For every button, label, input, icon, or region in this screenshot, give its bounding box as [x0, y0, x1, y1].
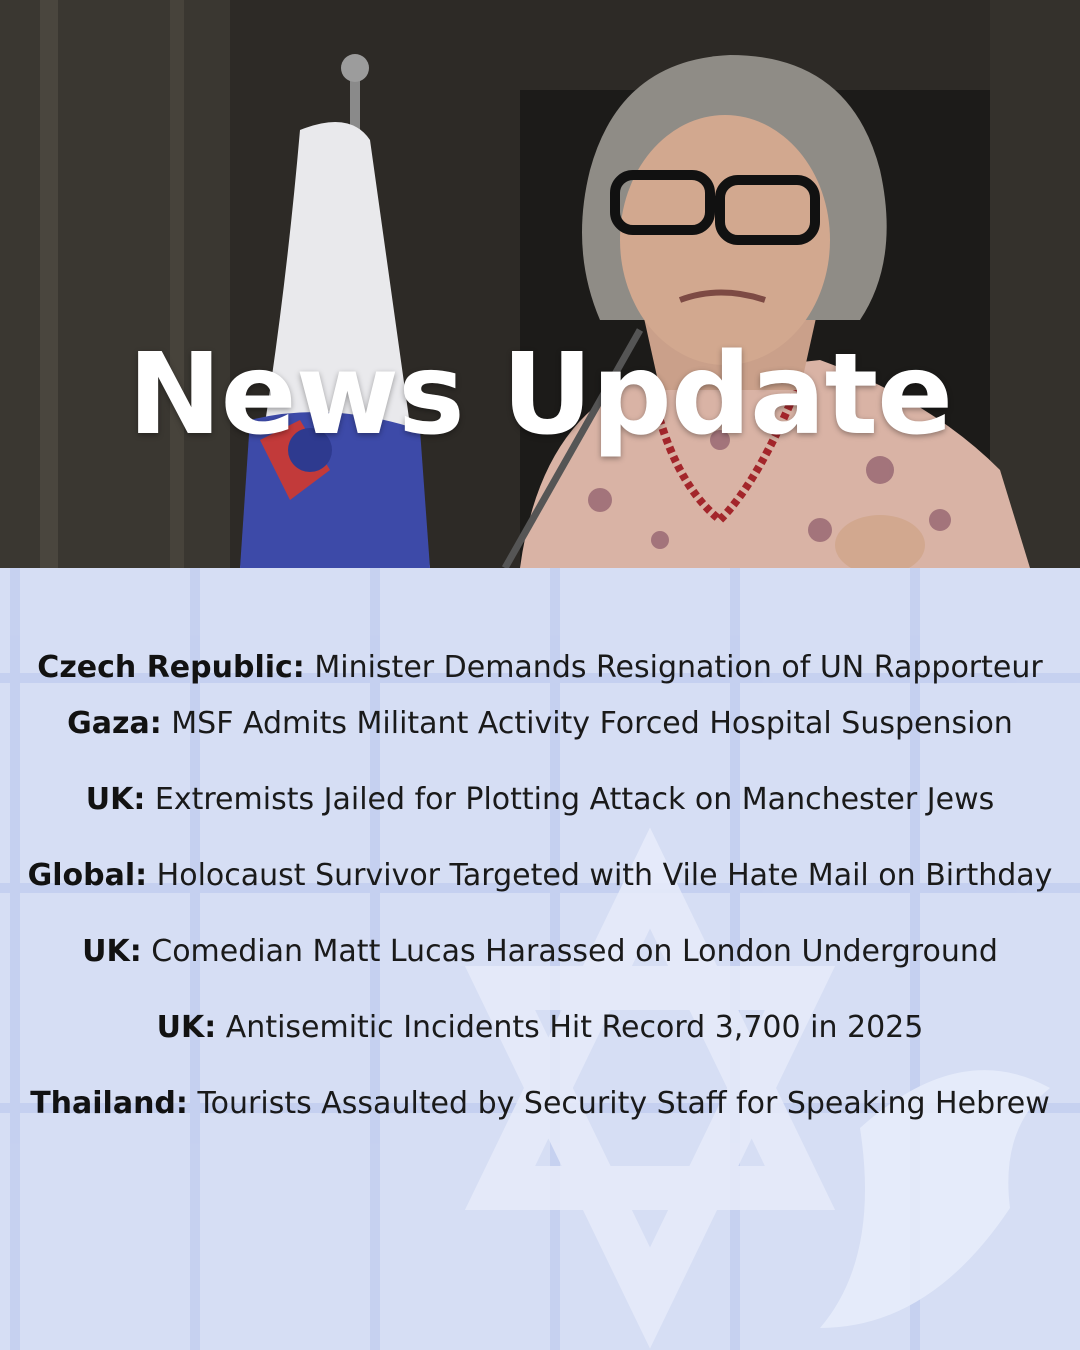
news-region: Thailand:	[30, 1086, 188, 1121]
news-item	[20, 1000, 1060, 1056]
news-headline: Holocaust Survivor Targeted with Vile Hate Mail on Birthday	[156, 858, 1053, 893]
news-region: Czech Republic:	[37, 650, 305, 685]
news-item	[20, 640, 1060, 696]
news-region: UK:	[156, 1010, 217, 1045]
news-region: Gaza:	[67, 706, 162, 741]
header-photo	[0, 0, 1080, 568]
page-title: News Update	[127, 330, 953, 460]
news-region: UK:	[82, 934, 142, 969]
news-item	[20, 696, 1060, 752]
news-headline: Minister Demands Resignation of UN Rapporteur	[314, 650, 1043, 685]
news-headline: Tourists Assaulted by Security Staff for Speaking Hebrew	[197, 1086, 1050, 1121]
news-item	[20, 924, 1060, 980]
news-headline: MSF Admits Militant Activity Forced Hospital Suspension	[171, 706, 1013, 741]
news-panel	[0, 568, 1080, 1350]
news-list	[0, 640, 1080, 1132]
news-headline: Antisemitic Incidents Hit Record 3,700 in 2025	[225, 1010, 924, 1045]
speaker-photo-illustration	[0, 0, 1080, 568]
news-item	[20, 848, 1060, 904]
news-region: UK:	[85, 782, 146, 817]
news-headline: Extremists Jailed for Plotting Attack on Manchester Jews	[154, 782, 995, 817]
news-item	[20, 1076, 1060, 1132]
news-item	[20, 772, 1060, 828]
news-region: Global:	[27, 858, 148, 893]
news-headline: Comedian Matt Lucas Harassed on London Underground	[151, 934, 998, 969]
